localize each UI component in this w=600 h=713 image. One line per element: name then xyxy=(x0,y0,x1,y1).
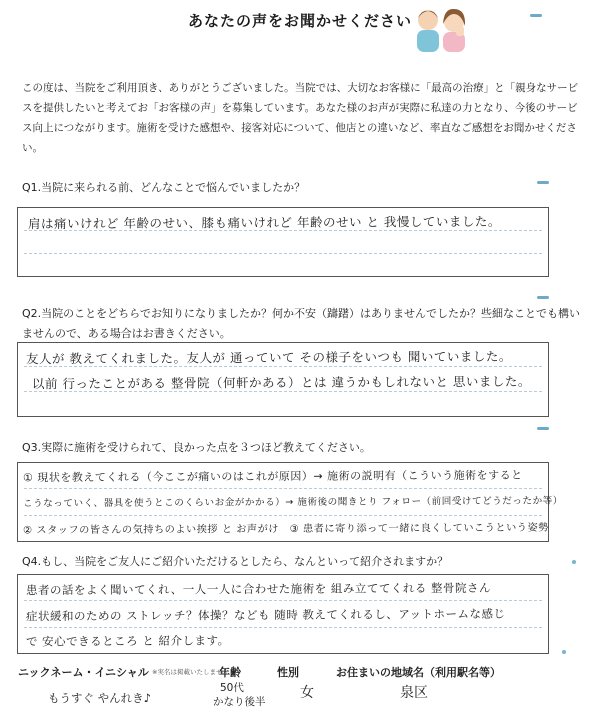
answer-box-3 xyxy=(17,462,563,542)
answer-box-1 xyxy=(17,207,549,277)
decor-tick xyxy=(537,181,549,184)
decor-dot xyxy=(562,650,566,654)
question-2-label: Q2.当院のことをどちらでお知りになりましたか？何か不安（躊躇）はありませんでしたか？些細なことでも構いませんので、ある場合はお書きください。 xyxy=(22,307,581,340)
question-3-label: Q3.実際に施術を受けられて、良かった点を３つほど教えてください。 xyxy=(22,441,371,454)
decor-dot xyxy=(572,560,576,564)
answer-3-line-2: こうなっていく、器具を使うとこのくらいお金がかかる）→ 施術後の聞きとり フォロー（前回受けてどうだったか等） xyxy=(22,495,563,510)
answer-4-line-3: で 安心できるところ と 紹介します。 xyxy=(25,633,230,649)
answer-4-line-2: 症状緩和のための ストレッチ？体操？なども 随時 教えてくれるし、アットホームな感じ xyxy=(25,606,506,624)
answer-2-line-2: 以前 行ったことがある 整骨院（何軒かある）とは 違うかもしれないと 思いました。 xyxy=(31,373,531,392)
gender-label: 性別 xyxy=(277,666,299,679)
guide-line xyxy=(24,600,542,601)
question-1-label: Q1.当院に来られる前、どんなことで悩んでいましたか？ xyxy=(22,181,306,194)
intro-text: この度は、当院をご利用頂き、ありがとうございました。当院では、大切なお客様に「最高の治療」と「親身なサービスを提供したいと考えてお「お客様の声」を募集しています。あなた様のお声が実際に私達の力となり、今後のサービス向上につながります。施術を受けた感想や、接客対応について、他店との違いなど、率直なご感想をお聞かせください。 xyxy=(22,82,579,154)
guide-line xyxy=(24,253,542,254)
guide-line xyxy=(24,488,542,489)
answer-box-2 xyxy=(17,342,549,417)
answer-2-line-1: 友人が 教えてくれました。友人が 通っていて その様子をいつも 聞いていました。 xyxy=(25,348,512,367)
nickname-note: ※実名は掲載いたしません xyxy=(152,668,229,676)
area-label: お住まいの地域名（利用駅名等） xyxy=(336,666,501,679)
guide-line xyxy=(24,627,542,628)
answer-box-4 xyxy=(17,574,549,654)
decor-tick xyxy=(537,427,549,430)
page-title: あなたの声をお聞かせください xyxy=(187,12,412,30)
staff-illustration xyxy=(408,4,478,54)
answer-1-line-1: 肩は痛いけれど 年齢のせい、膝も痛いけれど 年齢のせい と 我慢していました。 xyxy=(27,213,501,232)
area-value: 泉区 xyxy=(400,685,428,701)
answer-3-line-3: ② スタッフの皆さんの気持ちのよい挨拶 と お声がけ ③ 患者に寄り添って一緒に良くしていこうという姿勢 xyxy=(22,522,549,537)
answer-4-line-1: 患者の話をよく聞いてくれ、一人一人に合わせた施術を 組み立ててくれる 整骨院さん xyxy=(25,580,492,598)
gender-value: 女 xyxy=(300,685,314,701)
age-value-2: かなり後半 xyxy=(213,696,266,708)
question-4-label: Q4.もし、当院をご友人にご紹介いただけるとしたら、なんといって紹介されますか？ xyxy=(22,555,449,568)
nickname-value: もうすぐ やんれき♪ xyxy=(48,691,151,705)
age-label: 年齢 xyxy=(219,666,241,679)
decor-tick xyxy=(530,14,542,17)
age-value-1: 50代 xyxy=(220,682,244,694)
guide-line xyxy=(24,515,542,516)
decor-tick xyxy=(537,296,549,299)
nickname-label: ニックネーム・イニシャル xyxy=(18,666,149,679)
answer-3-line-1: ① 現状を教えてくれる（今ここが痛いのはこれが原因）→ 施術の説明有（こういう施術をすると xyxy=(22,468,523,485)
